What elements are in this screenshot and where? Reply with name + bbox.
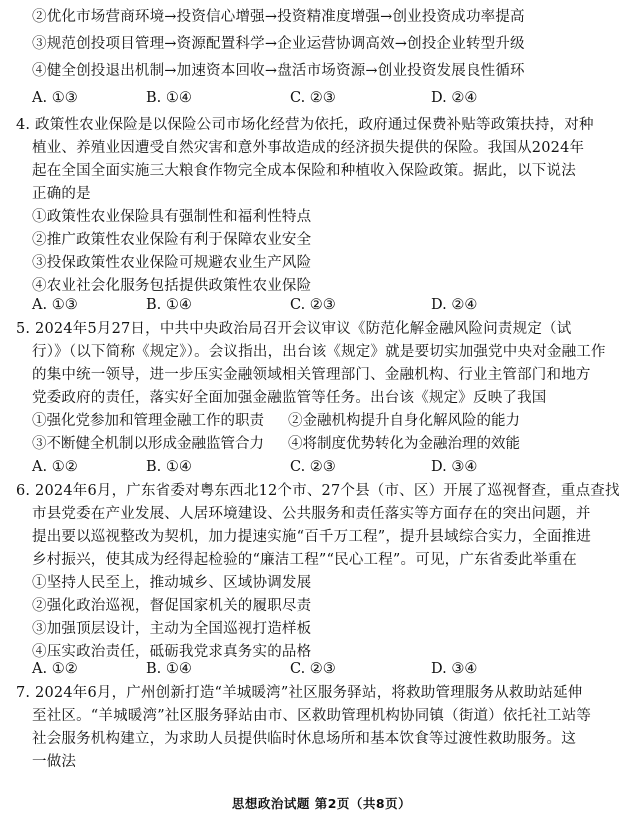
q6-stem-line-1: 6. 2024年6月，广东省委对粤东西北12个市、27个县（市、区）开展了巡视督查，重点查找	[16, 483, 620, 499]
q6-stem-line-2: 市县党委在产业发展、人居环境建设、公共服务和责任落实等方面存在的突出问题，并	[32, 506, 591, 522]
q7-stem-line-4: 一做法	[32, 754, 77, 770]
q5-statement-3: ③不断健全机制以形成金融监管合力	[32, 436, 264, 452]
q6-statement-4: ④压实政治责任，砥砺我党求真务实的品格	[32, 644, 312, 660]
q6-options	[32, 660, 627, 678]
q6-stem-line-3: 提出要以巡视整改为契机，加力提速实施“百千万工程”，提升县域综合实力，全面推进	[32, 529, 592, 545]
q5-stem-line-3: 的集中统一领导，进一步压实金融领域相关管理部门、金融机构、行业主管部门和地方	[32, 367, 591, 383]
q5-stem-line-1: 5. 2024年5月27日，中共中央政治局召开会议审议《防范化解金融风险问责规定（试	[16, 321, 572, 337]
option-b: B. ①④	[146, 90, 192, 106]
q4-stem-line-1: 4. 政策性农业保险是以保险公司市场化经营为依托，政府通过保费补贴等政策扶持，对种	[16, 117, 594, 133]
q4-stem-line-2: 植业、养殖业因遭受自然灾害和意外事故造成的经济损失提供的保险。我国从2024年	[32, 140, 585, 156]
option-c: C. ②③	[290, 297, 336, 313]
option-d: D. ②④	[431, 90, 478, 106]
q4-statement-3: ③投保政策性农业保险可规避农业生产风险	[32, 255, 312, 271]
q4-statement-1: ①政策性农业保险具有强制性和福利性特点	[32, 209, 312, 225]
option-a: A. ①②	[32, 459, 78, 475]
q6-statement-2: ②强化政治巡视，督促国家机关的履职尽责	[32, 598, 312, 614]
q7-stem-line-2: 至社区。“羊城暖湾”社区服务驿站由市、区救助管理机构协同镇（街道）依托社工站等	[32, 708, 592, 724]
prev-statement-2: ②优化市场营商环境→投资信心增强→投资精准度增强→创业投资成功率提高	[32, 9, 525, 25]
q5-statement-4: ④将制度优势转化为金融治理的效能	[288, 436, 520, 452]
q5-options	[32, 458, 627, 476]
option-d: D. ③④	[431, 661, 478, 677]
option-c: C. ②③	[290, 661, 336, 677]
option-d: D. ②④	[431, 297, 478, 313]
q6-statement-3: ③加强顶层设计，主动为全国巡视打造样板	[32, 621, 312, 637]
q5-statement-row-1	[32, 412, 627, 430]
q6-statement-1: ①坚持人民至上，推动城乡、区域协调发展	[32, 575, 312, 591]
page-footer: 思想政治试题 第2页（共8页）	[231, 796, 412, 811]
prev-statement-4: ④健全创投退出机制→加速资本回收→盘活市场资源→创业投资发展良性循环	[32, 63, 525, 79]
q5-statement-1: ①强化党参加和管理金融工作的职责	[32, 413, 264, 429]
q7-stem-line-1: 7. 2024年6月，广州创新打造“羊城暖湾”社区服务驿站，将救助管理服务从救助站延伸	[16, 685, 583, 701]
q4-stem-line-4: 正确的是	[32, 186, 91, 202]
option-a: A. ①②	[32, 661, 78, 677]
option-a: A. ①③	[32, 297, 78, 313]
prev-options	[32, 89, 627, 107]
q5-stem-line-2: 行）》（以下简称《规定》）。会议指出，出台该《规定》就是要切实加强党中央对金融工作	[32, 344, 606, 360]
q5-stem-line-4: 党委政府的责任，落实好全面加强金融监管等任务。出台该《规定》反映了我国	[32, 390, 547, 406]
q4-statement-2: ②推广政策性农业保险有利于保障农业安全	[32, 232, 312, 248]
prev-statement-3: ③规范创投项目管理→资源配置科学→企业运营协调高效→创投企业转型升级	[32, 36, 525, 52]
option-a: A. ①③	[32, 90, 78, 106]
option-b: B. ①④	[146, 661, 192, 677]
option-d: D. ③④	[431, 459, 478, 475]
option-b: B. ①④	[146, 459, 192, 475]
option-c: C. ②③	[290, 459, 336, 475]
q4-stem-line-3: 起在全国全面实施三大粮食作物完全成本保险和种植收入保险政策。据此，以下说法	[32, 163, 576, 179]
option-b: B. ①④	[146, 297, 192, 313]
q4-options	[32, 296, 627, 314]
q7-stem-line-3: 社会服务机构建立，为求助人员提供临时休息场所和基本饮食等过渡性救助服务。这	[32, 731, 576, 747]
q4-statement-4: ④农业社会化服务包括提供政策性农业保险	[32, 278, 312, 294]
q6-stem-line-4: 乡村振兴，使其成为经得起检验的“廉洁工程”“民心工程”。可见，广东省委此举重在	[32, 552, 577, 568]
option-c: C. ②③	[290, 90, 336, 106]
q5-statement-row-2	[32, 435, 627, 453]
q5-statement-2: ②金融机构提升自身化解风险的能力	[288, 413, 520, 429]
